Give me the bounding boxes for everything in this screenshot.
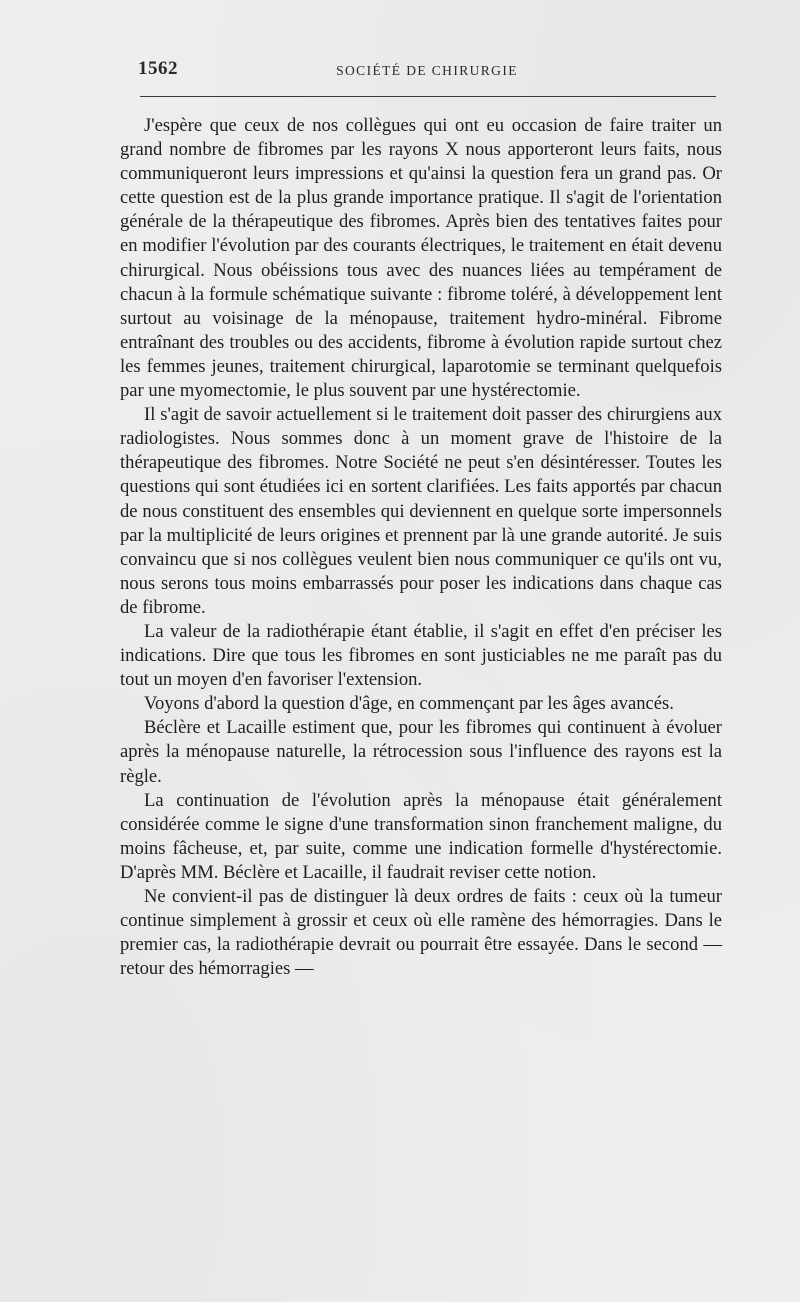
page-number: 1562 (138, 58, 178, 79)
paragraph: La continuation de l'évolution après la ménopause était généralement considérée comme le signe d'une transformation sinon franchement maligne, du moins fâcheuse, et, par suite, comme une indication formelle d'hystérectomie. D'après MM. Béclère et Lacaille, il faudrait reviser cette notion. (120, 789, 722, 883)
body-text (120, 114, 722, 981)
paragraph: Il s'agit de savoir actuellement si le traitement doit passer des chirurgiens aux radiologistes. Nous sommes donc à un moment grave de l'histoire de la thérapeutique des fibromes. Notre Société ne peut s'en désintéresser. Toutes les questions qui sont étudiées ici en sortent clarifiées. Les faits apportés par chacun de nous constituent des ensembles qui deviennent en quelque sorte impersonnels par la multiplicité de leurs origines et prennent par là une grande autorité. Je suis convaincu que si nos collègues veulent bien nous communiquer ce qu'ils ont vu, nous serons tous moins embarrassés pour poser les indications dans chaque cas de fibrome. (120, 404, 722, 618)
paragraph: J'espère que ceux de nos collègues qui ont eu occasion de faire traiter un grand nombre de fibromes par les rayons X nous apporteront leurs faits, nous communiqueront leurs impressions et qu'ainsi la question fera un grand pas. Or cette question est de la plus grande importance pratique. Il s'agit de l'orientation générale de la thérapeutique des fibromes. Après bien des tentatives faites pour en modifier l'évolution par des courants électriques, le traitement en était devenu chirurgical. Nous obéissions tous avec des nuances liées au tempérament de chacun à la formule schématique suivante : fibrome toléré, à développement lent surtout au voisinage de la ménopause, traitement hydro-minéral. Fibrome entraînant des troubles ou des accidents, fibrome à évolution rapide surtout chez les femmes jeunes, traitement chirurgical, laparotomie se terminant quelquefois par une myomectomie, le plus souvent par une hystérectomie. (120, 115, 722, 402)
header-rule (140, 96, 716, 97)
paragraph: La valeur de la radiothérapie étant établie, il s'agit en effet d'en préciser les indications. Dire que tous les fibromes en sont justiciables ne me paraît pas du tout un moyen d'en favoriser l'extension. (120, 620, 722, 691)
paragraph: Ne convient-il pas de distinguer là deux ordres de faits : ceux où la tumeur continue simplement à grossir et ceux où elle ramène des hémorragies. Dans le premier cas, la radiothérapie devrait ou pourrait être essayée. Dans le second — retour des hémorragies — (120, 886, 722, 980)
paragraph: Béclère et Lacaille estiment que, pour les fibromes qui continuent à évoluer après la ménopause naturelle, la rétrocession sous l'influence des rayons est la règle. (120, 717, 722, 787)
page-header (138, 58, 716, 82)
running-title: SOCIÉTÉ DE CHIRURGIE (336, 63, 518, 78)
paragraph: Voyons d'abord la question d'âge, en commençant par les âges avancés. (144, 693, 674, 715)
